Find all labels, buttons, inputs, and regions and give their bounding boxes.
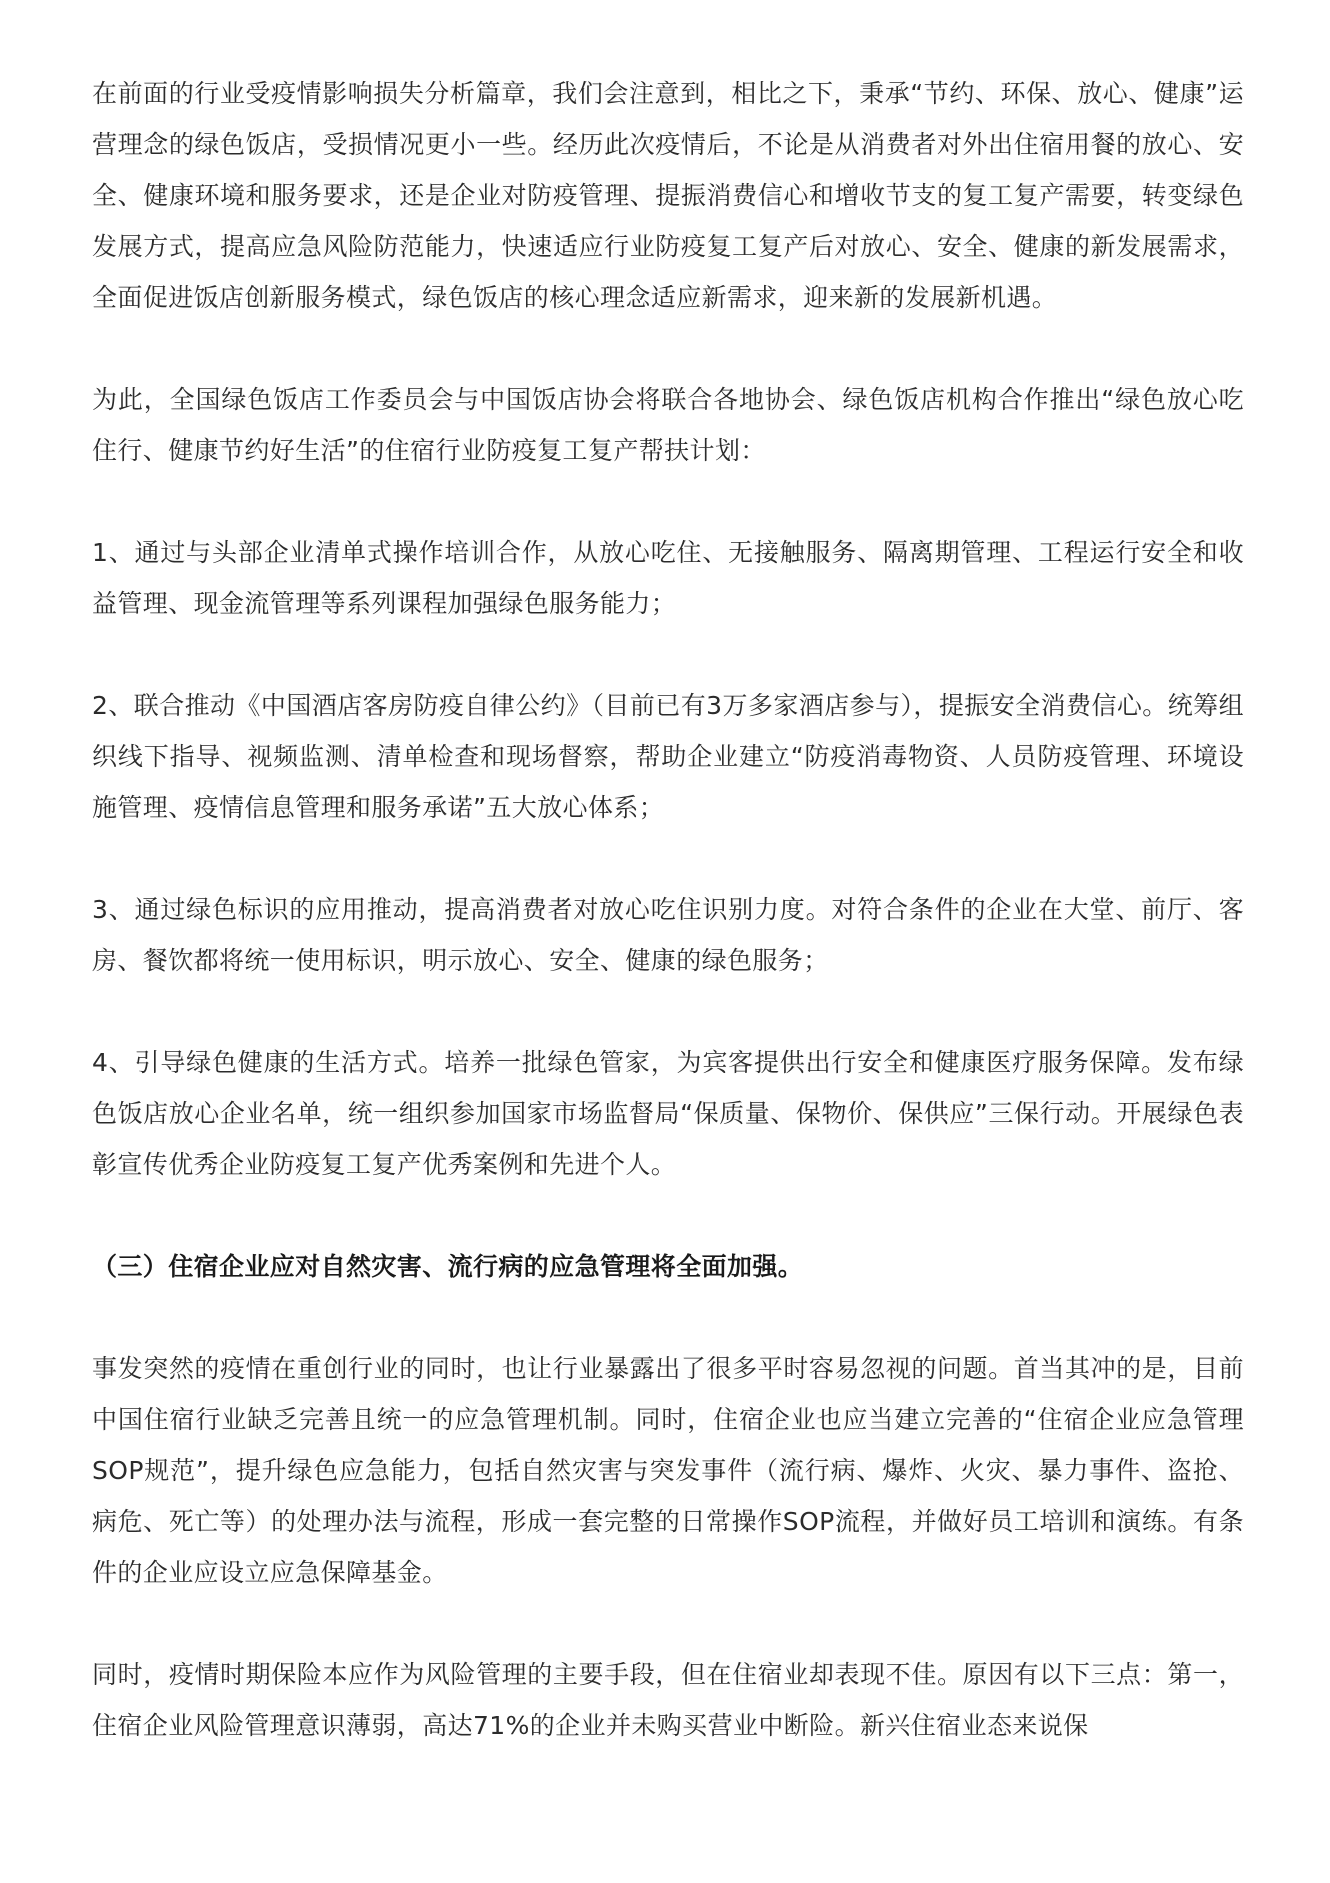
- plan-item-4: 4、引导绿色健康的生活方式。培养一批绿色管家，为宾客提供出行安全和健康医疗服务保障。发布绿色饭店放心企业名单，统一组织参加国家市场监督局“保质量、保物价、保供应”三保行动。开展绿色表彰宣传优秀企业防疫复工复产优秀案例和先进个人。: [92, 1048, 1244, 1179]
- plan-item-1: 1、通过与头部企业清单式操作培训合作，从放心吃住、无接触服务、隔离期管理、工程运行安全和收益管理、现金流管理等系列课程加强绿色服务能力；: [92, 538, 1244, 618]
- section-heading: （三）住宿企业应对自然灾害、流行病的应急管理将全面加强。: [92, 1252, 804, 1281]
- article-body: [92, 68, 1244, 1751]
- plan-item-2: 2、联合推动《中国酒店客房防疫自律公约》（目前已有3万多家酒店参与），提振安全消费信心。统筹组织线下指导、视频监测、清单检查和现场督察，帮助企业建立“防疫消毒物资、人员防疫管理、环境设施管理、疫情信息管理和服务承诺”五大放心体系；: [92, 691, 1244, 822]
- insurance-paragraph: 同时，疫情时期保险本应作为风险管理的主要手段，但在住宿业却表现不佳。原因有以下三点：第一，住宿企业风险管理意识薄弱，高达71%的企业并未购买营业中断险。新兴住宿业态来说保: [92, 1660, 1244, 1740]
- emergency-paragraph: 事发突然的疫情在重创行业的同时，也让行业暴露出了很多平时容易忽视的问题。首当其冲的是，目前中国住宿行业缺乏完善且统一的应急管理机制。同时，住宿企业也应当建立完善的“住宿企业应急管理SOP规范”，提升绿色应急能力，包括自然灾害与突发事件（流行病、爆炸、火灾、暴力事件、盗抢、病危、死亡等）的处理办法与流程，形成一套完整的日常操作SOP流程，并做好员工培训和演练。有条件的企业应设立应急保障基金。: [92, 1354, 1244, 1587]
- plan-intro-paragraph: 为此，全国绿色饭店工作委员会与中国饭店协会将联合各地协会、绿色饭店机构合作推出“绿色放心吃住行、健康节约好生活”的住宿行业防疫复工复产帮扶计划：: [92, 385, 1244, 465]
- plan-item-3: 3、通过绿色标识的应用推动，提高消费者对放心吃住识别力度。对符合条件的企业在大堂、前厅、客房、餐饮都将统一使用标识，明示放心、安全、健康的绿色服务；: [92, 895, 1244, 975]
- intro-paragraph: 在前面的行业受疫情影响损失分析篇章，我们会注意到，相比之下，秉承“节约、环保、放心、健康”运营理念的绿色饭店，受损情况更小一些。经历此次疫情后，不论是从消费者对外出住宿用餐的放心、安全、健康环境和服务要求，还是企业对防疫管理、提振消费信心和增收节支的复工复产需要，转变绿色发展方式，提高应急风险防范能力，快速适应行业防疫复工复产后对放心、安全、健康的新发展需求，全面促进饭店创新服务模式，绿色饭店的核心理念适应新需求，迎来新的发展新机遇。: [92, 79, 1244, 312]
